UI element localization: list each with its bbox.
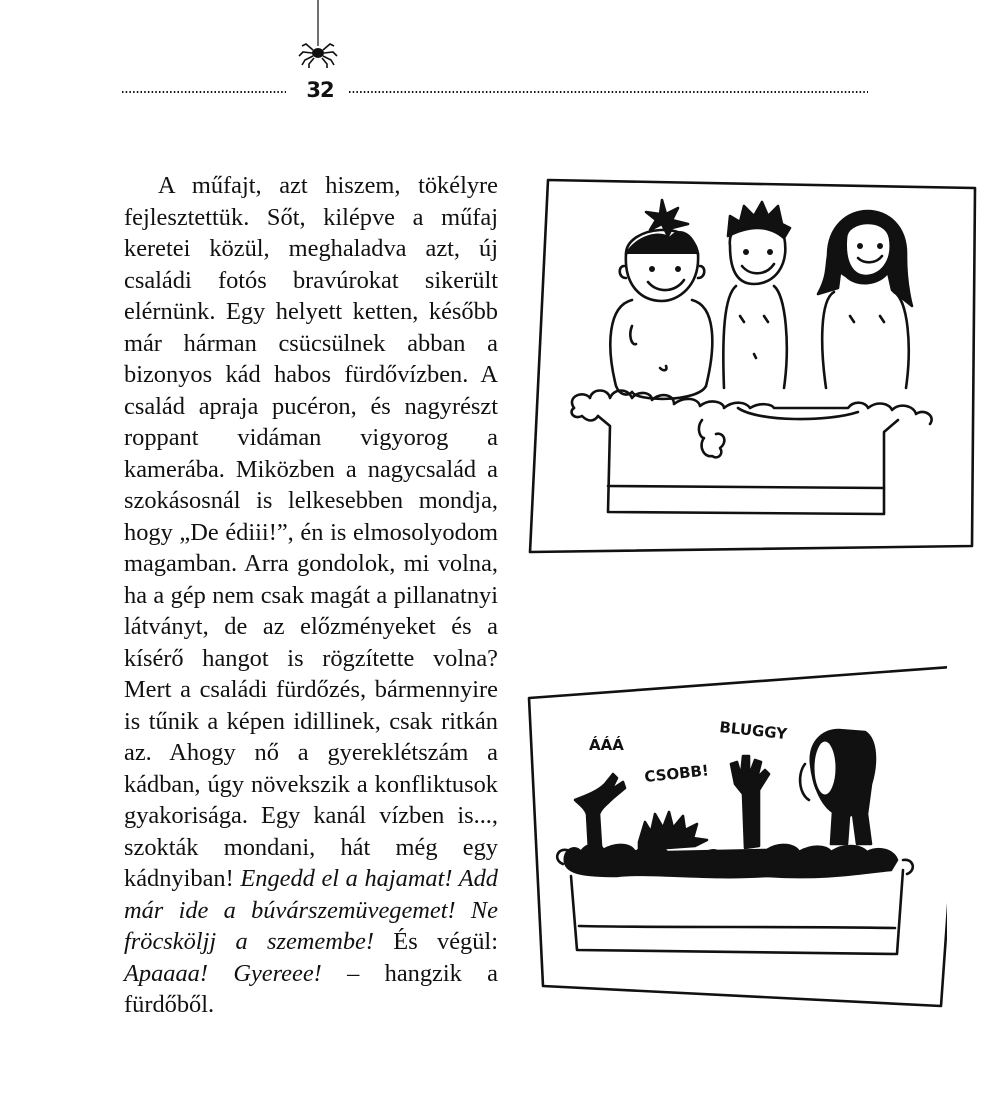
raised-hand — [731, 756, 769, 848]
italic-quote-1: Engedd el a hajamat! Add már ide a búvárszemüvegemet! Ne fröcsköljj a szemembe! — [124, 865, 498, 955]
child-left — [610, 200, 712, 399]
spider-icon — [299, 44, 337, 68]
drip-bubbles — [699, 420, 724, 457]
page-header — [0, 0, 993, 110]
diving-mask-lens — [813, 740, 837, 796]
sfx-aaa: ÁÁÁ — [589, 736, 624, 754]
bathtub — [571, 870, 903, 954]
text-part-2: És végül: — [373, 928, 498, 955]
page-number: 32 — [306, 78, 334, 102]
sfx-bluggy: BLUGGY — [718, 718, 788, 744]
body-text — [124, 170, 498, 1021]
text-part-1: A műfajt, azt hiszem, tökélyre fejlesztettük. Sőt, kilépve a műfaj keretei közül, meghaladva azt, új családi fotós bravúrokat sikerült elérnünk. Egy helyett ketten, később már hárman csücsülnek abban a bizonyos kád habos fürdővízben. A család apraja pucéron, és nagyrészt roppant vidáman vigyorog a kamerába. Miközben a nagycsalád a szokásosnál is lelkesebben mondja, hogy „De édiii!”, én is elmosolyodom magamban. Arra gondolok, mi volna, ha a gép nem csak magát a pillanatnyi látványt, de az előzményeket és a kísérő hangot is rögzítette volna? Mert a családi fürdőzés, bármennyire is tűnik a képen idillinek, csak ritkán az. Ahogy nő a gyereklétszám a kádban, úgy növekszik a konfliktusok gyakorisága. Egy kanál vízben is..., szokták mondani, hát még egy kádnyiban! — [124, 172, 498, 892]
text-part-3: – hangzik a fürdőből. — [124, 959, 498, 1018]
header-decoration — [0, 0, 993, 110]
bathtub — [598, 416, 898, 514]
bath-chaos-illustration — [527, 664, 947, 1009]
child-middle — [723, 202, 790, 388]
splash-burst — [639, 812, 707, 850]
sfx-csobb: CSOBB! — [643, 761, 710, 786]
child-right — [818, 211, 912, 388]
reaching-arm-left — [575, 774, 625, 850]
italic-quote-2: Apaaaa! Gyereee! — [124, 959, 322, 987]
bathtub-photo-illustration — [528, 176, 978, 556]
paragraph — [124, 170, 498, 1021]
